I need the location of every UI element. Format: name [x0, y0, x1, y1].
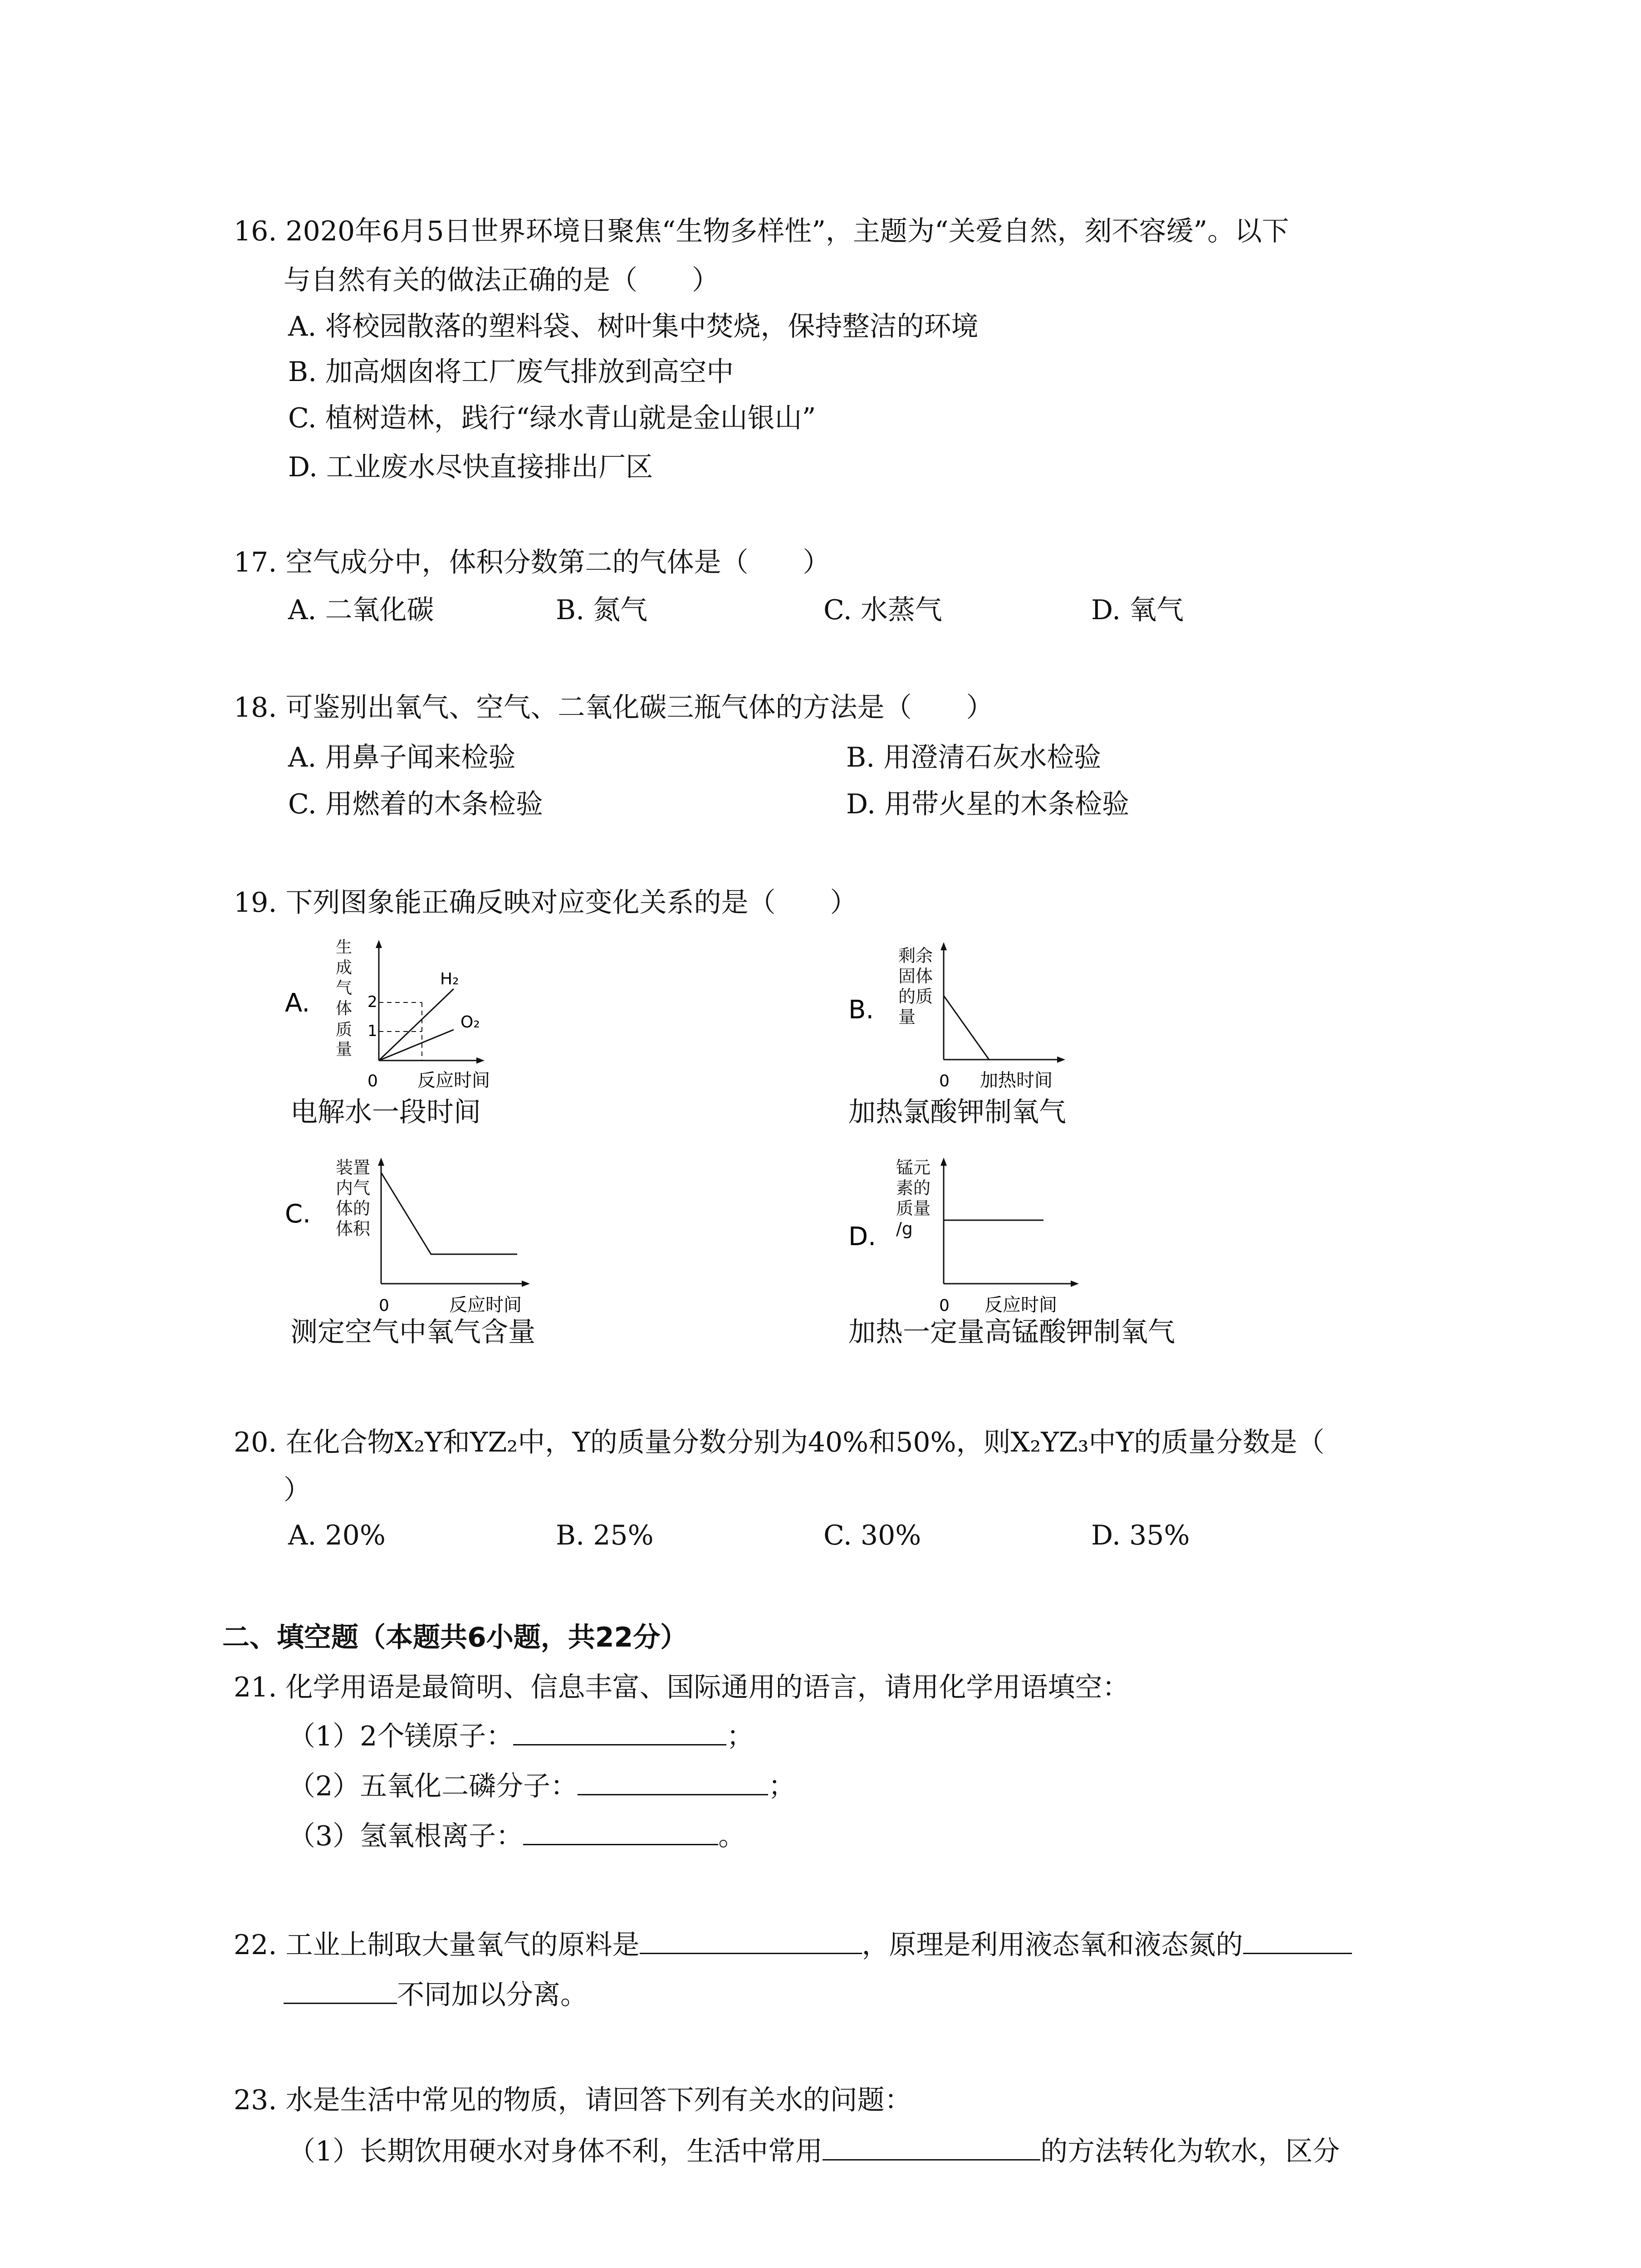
graph-a-o2-line	[379, 1030, 454, 1061]
svg-text:质量: 质量	[896, 1198, 931, 1218]
graph-b-line	[944, 996, 989, 1060]
svg-text:的质: 的质	[898, 987, 933, 1007]
q16-option-a: A. 将校园散落的塑料袋、树叶集中焚烧，保持整洁的环境	[288, 311, 979, 342]
q16-stem-line1: 16. 2020年6月5日世界环境日聚焦“生物多样性”，主题为“关爱自然，刻不容缓”。以下	[234, 215, 1289, 247]
q18-stem: 18. 可鉴别出氧气、空气、二氧化碳三瓶气体的方法是（ ）	[234, 692, 994, 723]
q21-stem: 21. 化学用语是最简明、信息丰富、国际通用的语言，请用化学用语填空：	[234, 1672, 1130, 1703]
graph-c-letter: C.	[285, 1199, 311, 1229]
graph-d-origin: 0	[939, 1296, 950, 1315]
q20-option-b: B. 25%	[556, 1520, 654, 1551]
svg-text:素的: 素的	[896, 1178, 931, 1198]
q17-option-c: C. 水蒸气	[823, 594, 942, 626]
graph-d-x-arrow	[1071, 1281, 1079, 1287]
q17-option-a: A. 二氧化碳	[288, 594, 434, 626]
graph-c-ylabel	[336, 1158, 371, 1239]
q21-item-1-blank[interactable]	[513, 1717, 726, 1745]
q19-graph-b	[848, 934, 1166, 1152]
graph-c-xlabel: 反应时间	[449, 1295, 522, 1315]
graph-a-tick-2: 2	[367, 993, 377, 1011]
graph-a-tick-1: 1	[367, 1022, 377, 1040]
q21-item-1-label: （1）2个镁原子：	[288, 1721, 514, 1752]
svg-text:内气: 内气	[336, 1178, 371, 1198]
graph-b-xlabel: 加热时间	[980, 1070, 1053, 1091]
q21-item-2-blank[interactable]	[578, 1767, 768, 1795]
svg-text:成: 成	[336, 958, 353, 977]
q21-item-1: （1）2个镁原子： ；	[288, 1717, 754, 1755]
q22-blank-material[interactable]	[640, 1926, 862, 1954]
graph-a-origin: 0	[367, 1072, 378, 1090]
q20-stem-line2: ）	[284, 1474, 311, 1506]
q19-graph-a	[281, 934, 554, 1152]
q21-item-2: （2）五氧化二磷分子： ；	[288, 1767, 795, 1804]
graph-d-ylabel	[896, 1158, 931, 1239]
graph-b-letter: B.	[848, 995, 874, 1025]
graph-a-letter: A.	[285, 988, 310, 1018]
graph-a-y-arrow	[376, 940, 382, 948]
q19-graph-d	[848, 1154, 1257, 1372]
svg-text:体的: 体的	[336, 1198, 371, 1218]
svg-text:量: 量	[898, 1007, 916, 1027]
svg-text:装置: 装置	[336, 1158, 371, 1178]
q20-stem-line1: 20. 在化合物X₂Y和YZ₂中，Y的质量分数分别为40%和50%，则X₂YZ₃中Y的质量分数是（	[234, 1427, 1325, 1458]
graph-c-origin: 0	[379, 1296, 389, 1315]
graph-b-caption: 加热氯酸钾制氧气	[848, 1096, 1066, 1128]
q16-option-d: D. 工业废水尽快直接排出厂区	[288, 451, 653, 483]
q23-stem: 23. 水是生活中常见的物质，请回答下列有关水的问题：	[234, 2084, 912, 2116]
svg-text:量: 量	[336, 1040, 353, 1059]
graph-b-y-arrow	[941, 942, 947, 950]
q22-line1: 22. 工业上制取大量氧气的原料是 ，原理是利用液态氧和液态氮的	[234, 1926, 1352, 1963]
graph-c-line	[381, 1173, 517, 1254]
graph-d-letter: D.	[848, 1222, 876, 1251]
q21-item-3: （3）氢氧根离子： 。	[288, 1817, 745, 1854]
q22-line2: 不同加以分离。	[284, 1975, 588, 2013]
q18-option-c: C. 用燃着的木条检验	[288, 788, 543, 820]
q16-stem-line2: 与自然有关的做法正确的是（ ）	[284, 264, 719, 296]
q18-option-a: A. 用鼻子闻来检验	[288, 742, 516, 773]
q20-option-a: A. 20%	[288, 1520, 386, 1551]
svg-text:生: 生	[336, 938, 353, 957]
q21-item-3-label: （3）氢氧根离子：	[288, 1820, 524, 1852]
graph-d-caption: 加热一定量高锰酸钾制氧气	[848, 1316, 1175, 1348]
q22-blank-property[interactable]	[1243, 1926, 1352, 1954]
svg-text:锰元: 锰元	[896, 1158, 931, 1178]
q22-blank-property-cont[interactable]	[284, 1975, 397, 2004]
q21-item-2-label: （2）五氧化二磷分子：	[288, 1770, 578, 1802]
q23-blank-method[interactable]	[823, 2132, 1040, 2160]
svg-text:质: 质	[336, 1021, 353, 1039]
section-heading: 二、填空题（本题共6小题，共22分）	[222, 1622, 688, 1653]
q17-option-d: D. 氧气	[1091, 594, 1184, 626]
q18-option-d: D. 用带火星的木条检验	[846, 788, 1130, 820]
graph-a-caption: 电解水一段时间	[290, 1096, 481, 1128]
q23-item-1: （1）长期饮用硬水对身体不利，生活中常用 的方法转化为软水，区分	[288, 2132, 1340, 2170]
q17-option-b: B. 氮气	[556, 594, 648, 626]
svg-text:气: 气	[336, 979, 353, 997]
q18-option-b: B. 用澄清石灰水检验	[846, 742, 1102, 773]
q20-option-c: C. 30%	[823, 1520, 921, 1551]
graph-b-x-arrow	[1057, 1056, 1065, 1063]
graph-d-xlabel: 反应时间	[985, 1295, 1057, 1315]
graph-b-origin: 0	[939, 1072, 950, 1090]
graph-a-x-arrow	[476, 1057, 485, 1064]
graph-b-ylabel	[898, 946, 933, 1027]
graph-a-xlabel: 反应时间	[417, 1070, 490, 1091]
graph-d-y-arrow	[941, 1158, 947, 1166]
q19-stem: 19. 下列图象能正确反映对应变化关系的是（ ）	[234, 887, 857, 919]
svg-text:体积: 体积	[336, 1219, 371, 1239]
q16-option-c: C. 植树造林，践行“绿水青山就是金山银山”	[288, 402, 816, 434]
graph-a-h2-line	[379, 989, 454, 1061]
graph-a-ylabel	[336, 938, 352, 1059]
graph-a-series-h2: H₂	[440, 970, 459, 988]
svg-text:/g: /g	[896, 1219, 913, 1239]
q16-option-b: B. 加高烟囱将工厂废气排放到高空中	[288, 356, 734, 388]
graph-a-series-o2: O₂	[460, 1013, 480, 1031]
q17-stem: 17. 空气成分中，体积分数第二的气体是（ ）	[234, 547, 830, 578]
q19-graph-c	[281, 1154, 599, 1372]
svg-text:剩余: 剩余	[898, 946, 933, 966]
svg-text:固体: 固体	[898, 966, 933, 986]
graph-c-x-arrow	[522, 1281, 530, 1287]
graph-c-y-arrow	[378, 1158, 384, 1166]
q21-item-3-blank[interactable]	[523, 1817, 718, 1845]
svg-text:体: 体	[336, 999, 353, 1018]
q20-option-d: D. 35%	[1091, 1520, 1190, 1551]
graph-c-caption: 测定空气中氧气含量	[290, 1316, 535, 1348]
